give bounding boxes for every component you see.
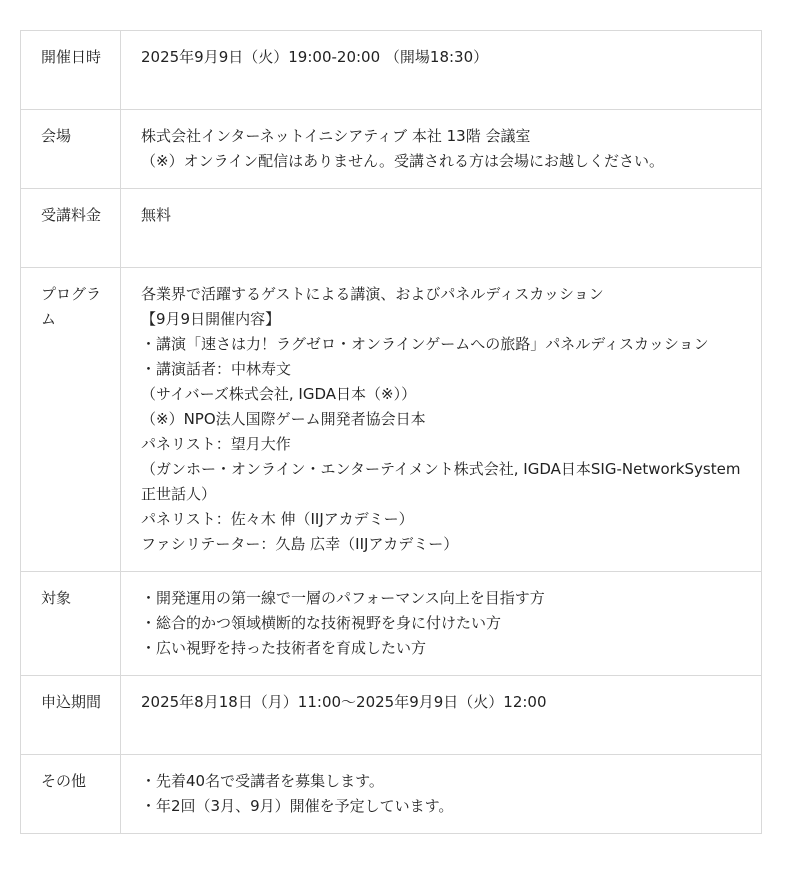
- row-label: その他: [21, 755, 121, 834]
- value-line: （サイバーズ株式会社, IGDA日本（※））: [141, 385, 417, 403]
- row-value: [121, 110, 762, 189]
- value-line: ・総合的かつ領域横断的な技術視野を身に付けたい方: [141, 614, 502, 632]
- table-row-datetime: [21, 31, 762, 110]
- row-label: 会場: [21, 110, 121, 189]
- table-row-application-period: [21, 676, 762, 755]
- value-line: ・先着40名で受講者を募集します。: [141, 772, 384, 790]
- value-line: 株式会社インターネットイニシアティブ 本社 13階 会議室: [141, 127, 531, 145]
- value-line: 無料: [141, 206, 172, 224]
- value-line: （ガンホー・オンライン・エンターテイメント株式会社, IGDA日本SIG-NetworkSystem正世話人）: [141, 460, 741, 503]
- table-row-program: [21, 268, 762, 572]
- value-line: ・広い視野を持った技術者を育成したい方: [141, 639, 427, 657]
- row-value: [121, 31, 762, 110]
- value-line: ・開発運用の第一線で一層のパフォーマンス向上を目指す方: [141, 589, 545, 607]
- row-value: [121, 676, 762, 755]
- value-line: 2025年9月9日（火）19:00-20:00 （開場18:30）: [141, 48, 489, 66]
- row-value: [121, 268, 762, 572]
- value-line: 2025年8月18日（月）11:00～2025年9月9日（火）12:00: [141, 693, 547, 711]
- value-line: （※）オンライン配信はありません。受講される方は会場にお越しください。: [141, 152, 665, 170]
- row-label: 受講料金: [21, 189, 121, 268]
- table-row-fee: [21, 189, 762, 268]
- value-line: 【9月9日開催内容】: [141, 310, 281, 328]
- value-line: （※）NPO法人国際ゲーム開発者協会日本: [141, 410, 426, 428]
- row-label: 対象: [21, 572, 121, 676]
- row-label: プログラム: [21, 268, 121, 572]
- value-line: ・年2回（3月、9月）開催を予定しています。: [141, 797, 454, 815]
- value-line: パネリスト：望月大作: [141, 435, 291, 453]
- row-label: 申込期間: [21, 676, 121, 755]
- value-line: ファシリテーター：久島 広幸（IIJアカデミー）: [141, 535, 459, 553]
- value-line: パネリスト：佐々木 伸（IIJアカデミー）: [141, 510, 414, 528]
- event-info-table: [20, 30, 762, 834]
- row-value: [121, 755, 762, 834]
- value-line: ・講演話者：中林寿文: [141, 360, 292, 378]
- table-row-target: [21, 572, 762, 676]
- value-line: 各業界で活躍するゲストによる講演、およびパネルディスカッション: [141, 285, 604, 303]
- value-line: ・講演「速さは力！ラグゼロ・オンラインゲームへの旅路」パネルディスカッション: [141, 335, 709, 353]
- table-row-other: [21, 755, 762, 834]
- event-info-container: [20, 30, 762, 834]
- row-value: [121, 189, 762, 268]
- table-row-venue: [21, 110, 762, 189]
- row-label: 開催日時: [21, 31, 121, 110]
- row-value: [121, 572, 762, 676]
